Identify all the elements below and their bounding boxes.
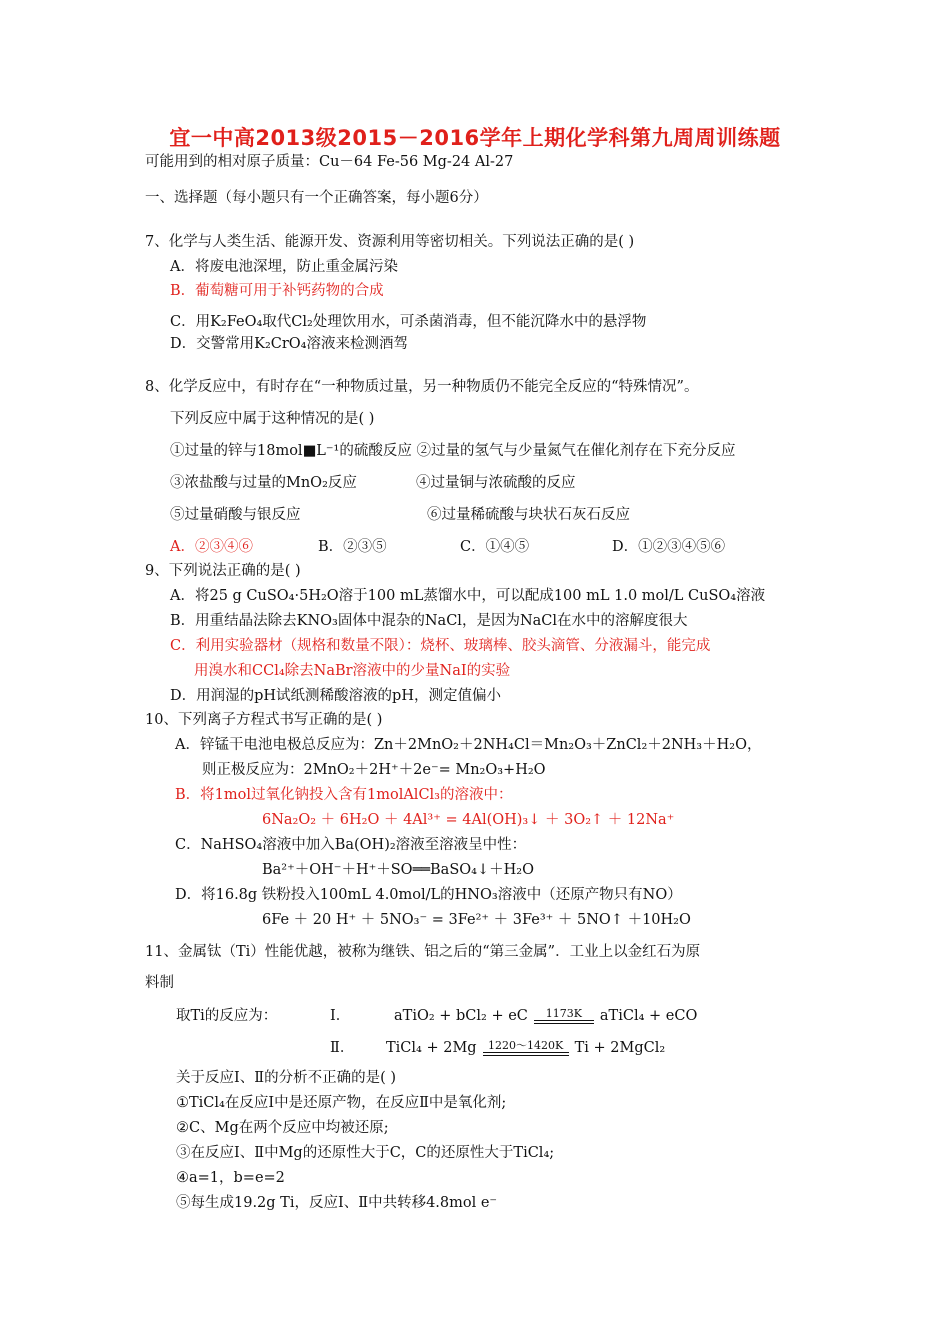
section-heading: 一、选择题（每小题只有一个正确答案，每小题6分） — [145, 190, 488, 206]
reaction-2-equation — [386, 1038, 665, 1058]
page-title: 宜一中高2013级2015－2016学年上期化学科第九周周训练题 — [169, 126, 781, 150]
atomic-mass-note: 可能用到的相对原子质量：Cu－64 Fe-56 Mg-24 Al-27 — [145, 154, 514, 170]
q10-option-b-answer: B．将1mol过氧化钠投入含有1molAlCl₃的溶液中： — [175, 787, 513, 803]
q9-stem: 9、下列说法正确的是( ) — [145, 563, 301, 579]
q8-stem-2: 下列反应中属于这种情况的是( ) — [170, 411, 375, 427]
q11-statement-2: ②C、Mg在两个反应中均被还原; — [176, 1120, 389, 1136]
q10-option-b-equation: 6Na₂O₂ ＋ 6H₂O ＋ 4Al³⁺ = 4Al(OH)₃↓ ＋ 3O₂↑ ＋ 12Na⁺ — [262, 812, 675, 828]
q7-option-d: D．交警常用K₂CrO₄溶液来检测酒驾 — [170, 336, 408, 352]
q10-option-a: A．锌锰干电池电极总反应为：Zn＋2MnO₂＋2NH₄Cl＝Mn₂O₃＋ZnCl₂＋2NH₃＋H₂O， — [175, 737, 762, 753]
q11-statement-3: ③在反应Ⅰ、Ⅱ中Mg的还原性大于C，C的还原性大于TiCl₄; — [176, 1145, 555, 1161]
q11-stem-cont: 料制 — [145, 975, 174, 991]
q8-option-a-answer: A．②③④⑥ — [170, 539, 253, 555]
q10-option-a-cont: 则正极反应为：2MnO₂＋2H⁺＋2e⁻= Mn₂O₃+H₂O — [202, 762, 546, 778]
q8-stem: 8、化学反应中，有时存在“一种物质过量，另一种物质仍不能完全反应的“特殊情况”。 — [145, 379, 699, 395]
q7-option-a: A．将废电池深埋，防止重金属污染 — [170, 259, 398, 275]
q9-option-d: D．用润湿的pH试纸测稀酸溶液的pH，测定值偏小 — [170, 688, 501, 704]
q9-option-c-answer: C．利用实验器材（规格和数量不限）：烧杯、玻璃棒、胶头滴管、分液漏斗，能完成 — [170, 638, 711, 654]
q8-item-6: ⑥过量稀硫酸与块状石灰石反应 — [427, 507, 630, 523]
reaction-1-products: aTiCl₄ + eCO — [599, 1008, 698, 1024]
q9-option-a: A．将25 g CuSO₄·5H₂O溶于100 mL蒸馏水中，可以配成100 mL 1.0 mol/L CuSO₄溶液 — [170, 588, 766, 604]
q8-item-5: ⑤过量硝酸与银反应 — [170, 507, 301, 523]
q7-stem: 7、化学与人类生活、能源开发、资源利用等密切相关。下列说法正确的是( ) — [145, 234, 635, 250]
q11-ask: 关于反应Ⅰ、Ⅱ的分析不正确的是( ) — [176, 1070, 397, 1086]
q8-option-c: C．①④⑤ — [460, 539, 530, 555]
reaction-1-label: Ⅰ． — [330, 1008, 351, 1024]
q10-option-d: D．将16.8g 铁粉投入100mL 4.0mol/L的HNO₃溶液中（还原产物只有NO） — [175, 887, 682, 903]
q11-statement-5: ⑤每生成19.2g Ti，反应Ⅰ、Ⅱ中共转移4.8mol e⁻ — [176, 1195, 498, 1211]
reaction-2-condition — [483, 1040, 569, 1056]
q8-item-3: ③浓盐酸与过量的MnO₂反应 — [170, 475, 357, 491]
reaction-1-condition-text: 1173K — [545, 1007, 583, 1020]
q10-stem: 10、下列离子方程式书写正确的是( ) — [145, 712, 383, 728]
q10-option-c-equation: Ba²⁺＋OH⁻＋H⁺＋SO══BaSO₄↓＋H₂O — [262, 862, 534, 878]
q7-option-b-answer: B．葡萄糖可用于补钙药物的合成 — [170, 283, 384, 299]
reaction-1-reactants: aTiO₂ + bCl₂ + eC — [394, 1008, 528, 1024]
q10-option-d-equation: 6Fe ＋ 20 H⁺ ＋ 5NO₃⁻ = 3Fe²⁺ ＋ 3Fe³⁺ ＋ 5NO↑ ＋10H₂O — [262, 912, 691, 928]
reaction-1-equals-sign — [534, 1020, 594, 1024]
reaction-1-equation — [394, 1006, 697, 1026]
q8-items-1: ①过量的锌与18mol■L⁻¹的硫酸反应 ②过量的氢气与少量氮气在催化剂存在下充分反应 — [170, 443, 736, 459]
q11-stem: 11、金属钛（Ti）性能优越，被称为继铁、铝之后的“第三金属”．工业上以金红石为原 — [145, 944, 701, 960]
q8-option-d: D．①②③④⑤⑥ — [612, 539, 726, 555]
q11-statement-1: ①TiCl₄在反应Ⅰ中是还原产物，在反应Ⅱ中是氧化剂; — [176, 1095, 507, 1111]
q7-option-c: C．用K₂FeO₄取代Cl₂处理饮用水，可杀菌消毒，但不能沉降水中的悬浮物 — [170, 314, 647, 330]
reaction-1-condition — [534, 1008, 594, 1024]
reaction-2-equals-sign — [483, 1052, 569, 1056]
q8-item-4: ④过量铜与浓硫酸的反应 — [416, 475, 576, 491]
reaction-2-label: Ⅱ． — [330, 1040, 355, 1056]
reaction-2-condition-text: 1220～1420K — [487, 1039, 564, 1052]
q11-lead: 取Ti的反应为： — [176, 1008, 278, 1024]
q9-option-b: B．用重结晶法除去KNO₃固体中混杂的NaCl，是因为NaCl在水中的溶解度很大 — [170, 613, 688, 629]
q8-option-b: B．②③⑤ — [318, 539, 387, 555]
reaction-2-products: Ti + 2MgCl₂ — [574, 1040, 666, 1056]
q11-statement-4: ④a=1，b=e=2 — [176, 1170, 285, 1186]
q9-option-c-answer-cont: 用溴水和CCl₄除去NaBr溶液中的少量NaI的实验 — [194, 663, 511, 679]
reaction-2-reactants: TiCl₄ + 2Mg — [386, 1040, 477, 1056]
q10-option-c: C．NaHSO₄溶液中加入Ba(OH)₂溶液至溶液呈中性： — [175, 837, 527, 853]
